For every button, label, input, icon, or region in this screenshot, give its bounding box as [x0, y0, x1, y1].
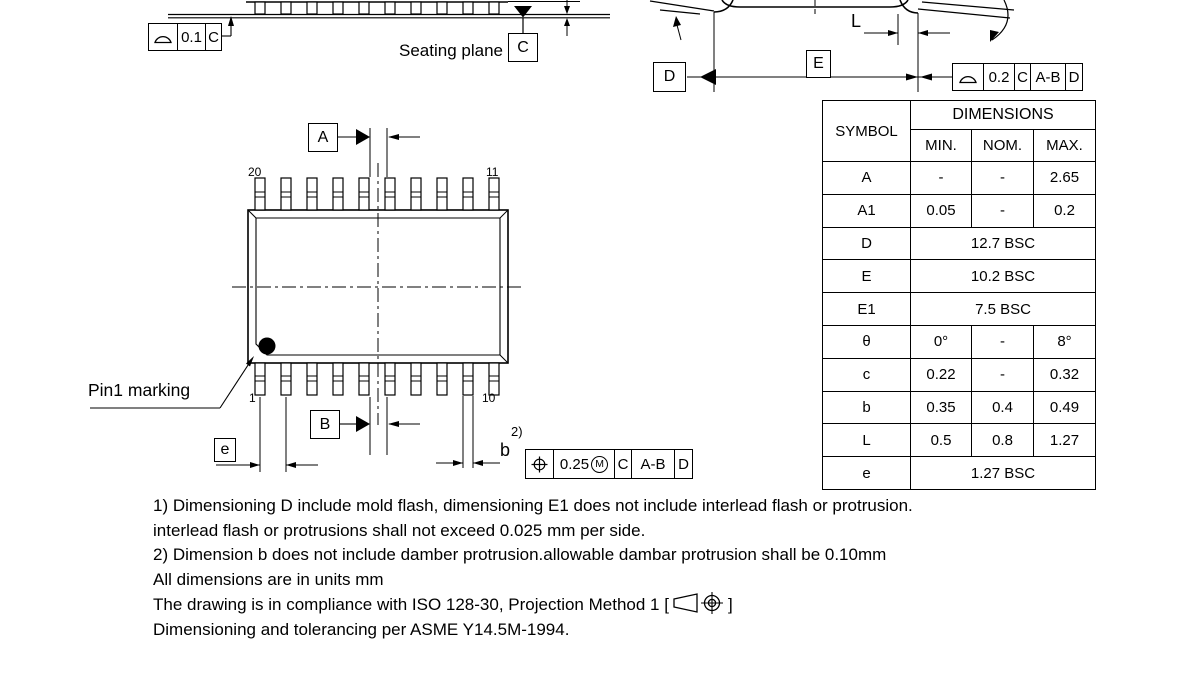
cell-min: 0.35 — [911, 391, 972, 424]
pin-number-20: 20 — [248, 165, 262, 179]
note-line-5-text: The drawing is in compliance with ISO 128-30, Projection Method 1 [ — [153, 595, 669, 615]
fcf-datum3: D — [1065, 64, 1082, 90]
pin-number-11: 11 — [486, 165, 499, 179]
top-view-linework — [90, 128, 525, 472]
cell-symbol: e — [823, 457, 911, 490]
cell-max: 0.2 — [1034, 194, 1096, 227]
dim-b-label: b — [500, 440, 511, 460]
cell-symbol: D — [823, 227, 911, 260]
note-line-4: All dimensions are in units mm — [153, 569, 384, 589]
note-line-3: 2) Dimension b does not include damber protrusion.allowable dambar protrusion shall be 0.10mm — [153, 545, 887, 565]
cell-min: - — [911, 162, 972, 195]
note-line-5 — [153, 592, 913, 618]
note-line-5-bracket: ] — [727, 595, 733, 615]
datum-d-triangle — [700, 69, 716, 85]
cell-nom: - — [972, 194, 1034, 227]
datum-c-triangle — [514, 6, 532, 18]
dim-l-label: L — [851, 11, 862, 31]
cell-min: 0.22 — [911, 358, 972, 391]
fcf-tolerance: 0.25 — [559, 455, 590, 473]
cell-nom: 0.4 — [972, 391, 1034, 424]
table-row — [823, 391, 1096, 424]
position-fcf — [525, 449, 693, 479]
col-header-nom: NOM. — [972, 130, 1034, 162]
note-line-6: Dimensioning and tolerancing per ASME Y14.5M-1994. — [153, 619, 570, 639]
notes-block — [153, 494, 913, 643]
cell-symbol: b — [823, 391, 911, 424]
col-header-min: MIN. — [911, 130, 972, 162]
fcf-tolerance-with-modifier — [553, 450, 614, 478]
col-header-dimensions: DIMENSIONS — [911, 101, 1096, 130]
fcf-tolerance: 0.1 — [177, 24, 205, 50]
position-symbol-icon — [526, 450, 553, 478]
dimensions-table — [822, 100, 1096, 490]
front-view-pins — [255, 2, 499, 14]
cell-symbol: E — [823, 260, 911, 293]
first-angle-projection-icon — [671, 592, 726, 614]
cell-nom: 0.8 — [972, 424, 1034, 457]
fcf-datum2: A-B — [1030, 64, 1065, 90]
col-header-max: MAX. — [1034, 130, 1096, 162]
cell-min: 0.5 — [911, 424, 972, 457]
top-view-lower-pins — [255, 363, 499, 395]
cell-max: 0.32 — [1034, 358, 1096, 391]
cell-max: 2.65 — [1034, 162, 1096, 195]
flatness-fcf — [148, 23, 222, 51]
cell-symbol: E1 — [823, 293, 911, 326]
cell-span-value: 12.7 BSC — [911, 227, 1096, 260]
cell-symbol: A — [823, 162, 911, 195]
cell-span-value: 10.2 BSC — [911, 260, 1096, 293]
fcf-tolerance: 0.2 — [983, 64, 1014, 90]
front-view-linework — [168, 0, 610, 36]
table-row — [823, 260, 1096, 293]
cell-min: 0° — [911, 325, 972, 358]
profile-fcf — [952, 63, 1083, 91]
note-line-2: interlead flash or protrusions shall not exceed 0.025 mm per side. — [153, 520, 646, 540]
fcf-datum1: C — [1014, 64, 1030, 90]
cell-symbol: A1 — [823, 194, 911, 227]
cell-min: 0.05 — [911, 194, 972, 227]
datum-b-triangle — [356, 416, 370, 432]
col-header-symbol: SYMBOL — [823, 101, 911, 162]
cell-max: 0.49 — [1034, 391, 1096, 424]
cell-symbol: L — [823, 424, 911, 457]
cell-nom: - — [972, 325, 1034, 358]
cell-max: 8° — [1034, 325, 1096, 358]
datum-d-box: D — [653, 62, 686, 92]
cell-nom: - — [972, 358, 1034, 391]
table-header-row — [823, 101, 1096, 130]
profile-symbol-icon — [149, 24, 177, 50]
datum-a-triangle — [356, 129, 370, 145]
cell-symbol: c — [823, 358, 911, 391]
dim-e-box: E — [806, 50, 831, 78]
datum-b-box: B — [310, 410, 340, 439]
fcf-datum3: D — [674, 450, 692, 478]
table-row — [823, 194, 1096, 227]
table-row — [823, 358, 1096, 391]
fcf-datum2: A-B — [631, 450, 674, 478]
table-row — [823, 293, 1096, 326]
table-row — [823, 162, 1096, 195]
pin-number-10: 10 — [482, 391, 496, 405]
pin-number-1: 1 — [249, 391, 256, 405]
note-line-1: 1) Dimensioning D include mold flash, dimensioning E1 does not include interlead flash or protrusion. — [153, 496, 913, 515]
profile-symbol-icon — [953, 64, 983, 90]
table-row — [823, 457, 1096, 490]
table-row — [823, 227, 1096, 260]
table-row — [823, 424, 1096, 457]
dim-b-note-ref: 2) — [511, 424, 523, 439]
datum-a-box: A — [308, 123, 338, 152]
cell-span-value: 7.5 BSC — [911, 293, 1096, 326]
cell-span-value: 1.27 BSC — [911, 457, 1096, 490]
cell-symbol: θ — [823, 325, 911, 358]
m-modifier-icon: M — [591, 456, 608, 473]
fcf-datum: C — [205, 24, 221, 50]
pin1-marking-label: Pin1 marking — [88, 380, 191, 400]
cell-nom: - — [972, 162, 1034, 195]
fcf-datum1: C — [614, 450, 631, 478]
top-view-upper-pins — [255, 178, 499, 210]
datum-c-box: C — [508, 33, 538, 62]
pitch-e-box: e — [214, 438, 236, 462]
seating-plane-label: Seating plane — [399, 41, 503, 60]
cell-max: 1.27 — [1034, 424, 1096, 457]
pin1-dot — [259, 338, 276, 355]
table-row — [823, 325, 1096, 358]
